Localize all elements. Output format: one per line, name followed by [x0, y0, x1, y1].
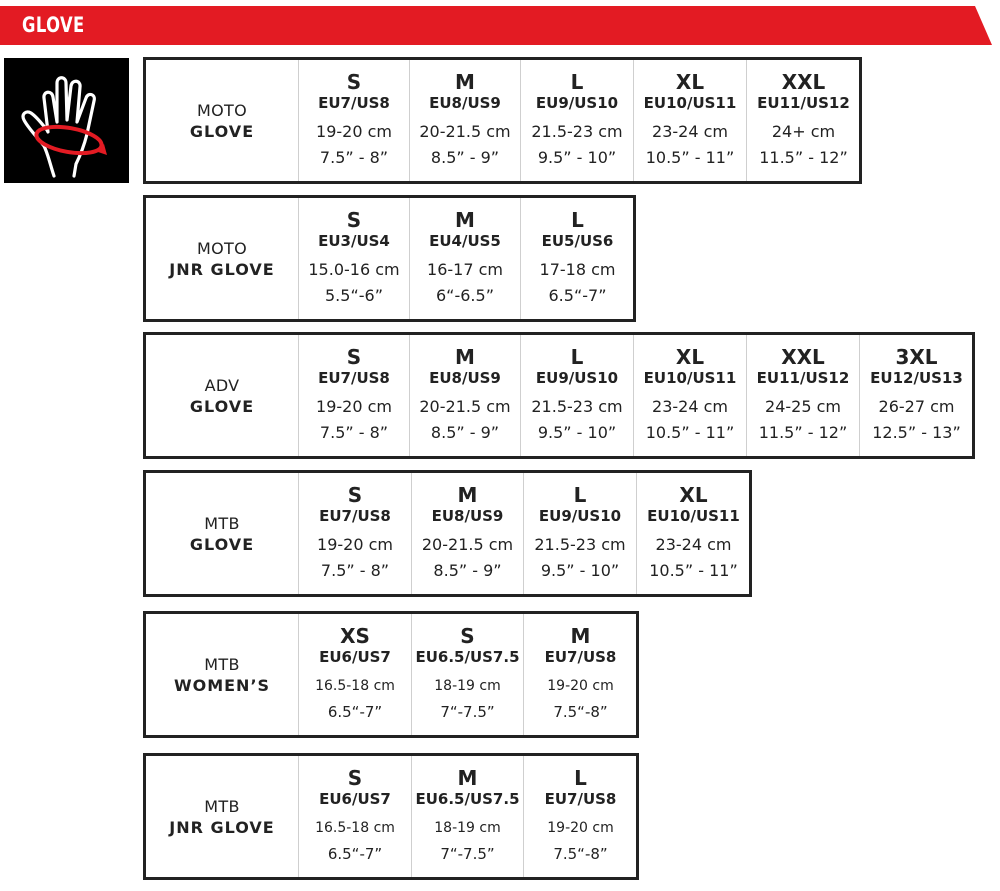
product-category: MOTO [197, 238, 247, 258]
size-column [521, 198, 634, 319]
size-column [299, 60, 410, 181]
size-eu-us: EU12/US13 [870, 368, 963, 387]
size-inches: 6.5“-7” [548, 285, 607, 305]
size-table [143, 57, 862, 184]
size-letter: L [573, 482, 587, 507]
size-letter: S [347, 765, 363, 790]
size-cm: 23-24 cm [652, 121, 728, 141]
size-cm: 16-17 cm [427, 259, 503, 279]
size-inches: 7.5” - 8” [320, 560, 390, 580]
size-letter: XL [675, 69, 705, 94]
size-column [747, 60, 860, 181]
size-eu-us: EU9/US10 [535, 368, 619, 387]
size-eu-us: EU7/US8 [319, 506, 391, 525]
size-cm: 23-24 cm [652, 396, 728, 416]
size-eu-us: EU6/US7 [319, 789, 391, 808]
size-eu-us: EU10/US11 [647, 506, 740, 525]
size-inches: 10.5” - 11” [645, 422, 735, 442]
product-type: JNR GLOVE [169, 259, 275, 279]
size-eu-us: EU7/US8 [544, 789, 617, 808]
banner-shape [0, 6, 992, 45]
size-cm: 20-21.5 cm [419, 121, 511, 141]
size-table [143, 332, 975, 459]
product-category: MTB [204, 654, 240, 674]
product-type: GLOVE [189, 534, 255, 554]
size-letter: XS [340, 623, 370, 648]
size-column [524, 614, 637, 735]
size-column [521, 335, 634, 456]
size-eu-us: EU9/US10 [538, 506, 622, 525]
size-column [412, 756, 524, 877]
size-letter: S [460, 623, 475, 648]
size-inches: 11.5” - 12” [759, 147, 848, 167]
size-inches: 7“-7.5” [440, 702, 495, 721]
size-cm: 20-21.5 cm [419, 396, 511, 416]
size-eu-us: EU4/US5 [429, 231, 501, 250]
size-cm: 17-18 cm [539, 259, 616, 279]
size-inches: 6.5“-7” [327, 702, 383, 721]
size-column [299, 198, 410, 319]
size-inches: 9.5” - 10” [537, 422, 617, 442]
size-inches: 8.5” - 9” [433, 560, 502, 580]
size-column [524, 473, 637, 594]
size-letter: L [570, 344, 584, 369]
size-inches: 12.5” - 13” [872, 422, 961, 442]
size-cm: 20-21.5 cm [421, 534, 514, 554]
size-letter: XXL [781, 344, 825, 369]
size-column [412, 473, 524, 594]
size-column [634, 60, 747, 181]
size-inches: 7.5” - 8” [319, 147, 389, 167]
size-cm: 21.5-23 cm [534, 534, 626, 554]
size-inches: 7.5“-8” [553, 844, 608, 863]
size-letter: L [571, 207, 584, 232]
size-inches: 7.5” - 8” [319, 422, 389, 442]
size-inches: 8.5” - 9” [430, 147, 500, 167]
size-column [410, 335, 521, 456]
product-category: ADV [204, 375, 240, 395]
size-letter: M [455, 207, 475, 232]
size-eu-us: EU5/US6 [541, 231, 614, 250]
size-cm: 24-25 cm [765, 396, 841, 416]
size-cm: 18-19 cm [434, 677, 501, 694]
size-cm: 23-24 cm [655, 534, 732, 554]
size-eu-us: EU6.5/US7.5 [415, 789, 520, 808]
size-letter: M [455, 344, 475, 369]
size-eu-us: EU11/US12 [756, 368, 850, 387]
size-eu-us: EU8/US9 [429, 93, 501, 112]
size-eu-us: EU11/US12 [757, 93, 850, 112]
product-type: JNR GLOVE [169, 817, 275, 837]
size-letter: XL [679, 482, 708, 507]
size-letter: L [574, 765, 587, 790]
size-letter: M [457, 765, 478, 790]
size-cm: 26-27 cm [878, 396, 955, 416]
size-eu-us: EU7/US8 [318, 368, 390, 387]
size-table [143, 195, 636, 322]
size-letter: M [457, 482, 478, 507]
size-cm: 16.5-18 cm [315, 819, 395, 836]
size-eu-us: EU7/US8 [318, 93, 390, 112]
size-letter: L [570, 69, 584, 94]
size-eu-us: EU6/US7 [319, 647, 391, 666]
size-letter: M [455, 69, 475, 94]
size-column [299, 614, 412, 735]
size-column [634, 335, 747, 456]
size-eu-us: EU6.5/US7.5 [415, 647, 520, 666]
product-type: GLOVE [189, 121, 255, 141]
product-category: MTB [204, 796, 240, 816]
size-column [299, 473, 412, 594]
size-inches: 9.5” - 10” [540, 560, 620, 580]
size-letter: M [570, 623, 591, 648]
size-eu-us: EU10/US11 [643, 93, 737, 112]
product-category: MTB [204, 513, 240, 533]
product-name [146, 335, 299, 456]
product-category: MOTO [197, 100, 247, 120]
size-cm: 19-20 cm [316, 121, 392, 141]
size-eu-us: EU8/US9 [431, 506, 504, 525]
size-column [299, 756, 412, 877]
hand-measure-icon [4, 58, 129, 183]
size-eu-us: EU3/US4 [318, 231, 390, 250]
size-column [747, 335, 860, 456]
size-inches: 8.5” - 9” [430, 422, 500, 442]
header-banner [0, 6, 992, 45]
size-table [143, 753, 639, 880]
size-table [143, 611, 639, 738]
size-column [299, 335, 410, 456]
size-letter: XL [675, 344, 705, 369]
size-inches: 6“-6.5” [436, 285, 494, 305]
size-inches: 10.5” - 11” [645, 147, 735, 167]
size-eu-us: EU10/US11 [643, 368, 737, 387]
size-column [410, 60, 521, 181]
size-cm: 21.5-23 cm [531, 121, 623, 141]
size-cm: 21.5-23 cm [531, 396, 623, 416]
product-name [146, 756, 299, 877]
size-inches: 7“-7.5” [440, 844, 495, 863]
size-column [412, 614, 524, 735]
size-letter: 3XL [895, 344, 938, 369]
product-name [146, 198, 299, 319]
size-cm: 19-20 cm [316, 396, 392, 416]
size-eu-us: EU7/US8 [544, 647, 617, 666]
size-column [410, 198, 521, 319]
page-title: GLOVE [22, 13, 85, 37]
size-column [637, 473, 750, 594]
size-eu-us: EU9/US10 [535, 93, 619, 112]
size-cm: 19-20 cm [317, 534, 393, 554]
size-inches: 9.5” - 10” [537, 147, 617, 167]
size-cm: 19-20 cm [547, 819, 614, 836]
size-cm: 16.5-18 cm [315, 677, 395, 694]
size-inches: 7.5“-8” [553, 702, 608, 721]
size-inches: 5.5“-6” [325, 285, 383, 305]
size-inches: 6.5“-7” [327, 844, 383, 863]
product-name [146, 473, 299, 594]
size-column [524, 756, 637, 877]
product-type: WOMEN’S [173, 675, 271, 695]
size-letter: S [346, 207, 362, 232]
size-column [521, 60, 634, 181]
size-cm: 18-19 cm [434, 819, 501, 836]
size-cm: 24+ cm [771, 121, 836, 141]
product-name [146, 60, 299, 181]
size-letter: S [346, 69, 362, 94]
size-table [143, 470, 752, 597]
size-column [860, 335, 973, 456]
size-eu-us: EU8/US9 [429, 368, 501, 387]
size-letter: S [346, 344, 362, 369]
size-inches: 11.5” - 12” [758, 422, 848, 442]
size-cm: 15.0-16 cm [308, 259, 400, 279]
size-inches: 10.5” - 11” [649, 560, 738, 580]
product-type: GLOVE [189, 396, 255, 416]
size-letter: XXL [781, 69, 826, 94]
product-name [146, 614, 299, 735]
size-cm: 19-20 cm [547, 677, 614, 694]
size-letter: S [347, 482, 363, 507]
